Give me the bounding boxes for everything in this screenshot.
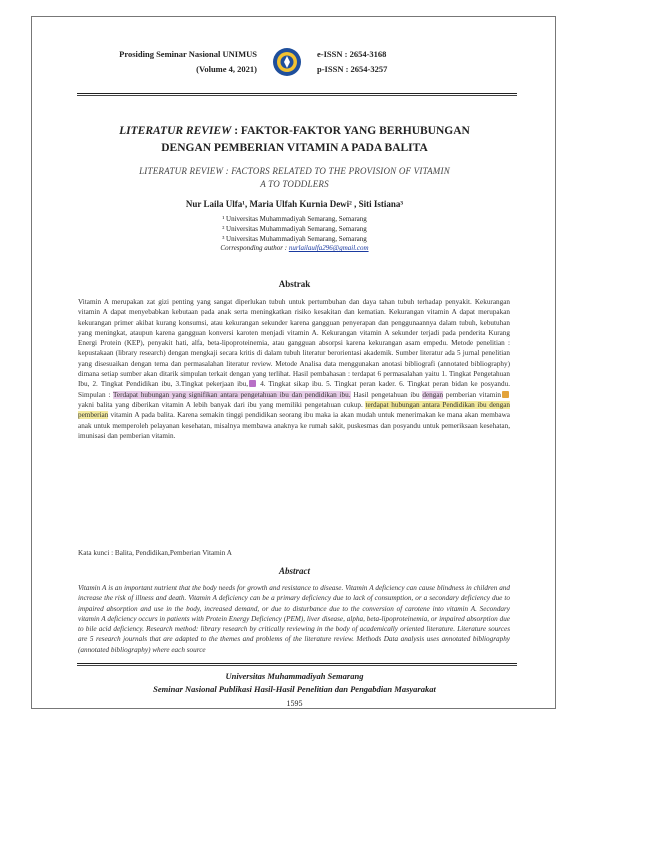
title-line-2: DENGAN PEMBERIAN VITAMIN A PADA BALITA <box>161 142 428 154</box>
footer-university: Universitas Muhammadiyah Semarang <box>225 671 364 681</box>
abstrak-text-1: Vitamin A merupakan zat gizi penting yang sangat diperlukan tubuh untuk pertumbuhan dan daya tahan tubuh terhadap penyakit. Kekurangan vitamin A dapat menyebabkan kebutaan pada anak serta meningkatkan risiko kesakitan dan kematian. Kekurangan vitamin A dapat merupakan kekurangan primer akibat kurang konsumsi, atau kekurangan sekunder karena gangguan penyerapan dan penggunaannya dalam tubuh, kebutuhan yang meningkat, ataupun karena gangguan konversi karoten menjadi vitamin A. Kekurangan vitamin A sekunder terjadi pada penderita Kurang Energi Protein (KEP), penyakit hati, alfa, beta-lipoproteinemia, atau gangguan absorpsi karena kekurangan asam empedu. Metode penelitian : kepustakaan (library research) dengan mengkaji secara kritis di dalam tubuh literatur berorientasi akademik. Sumber literatur ada 5 jurnal penelitian yang disesuaikan dengan tema dan permasalahan literatur review. Metode Analisa data menggunakan anotasi bibliografi (annotated bibliography) dimana setiap sumber akan ditarik simpulan terkait dengan yang terlihat. Hasil pembahasan : terdapat 6 permasalahan yaitu 1. Tingkat Pengetahuan Ibu, 2. Tingkat Pendidikan ibu, 3.Tingkat pekerjaan ibu, <box>78 298 510 389</box>
english-title-line-2: A TO TODDLERS <box>260 179 329 189</box>
abstrak-heading: Abstrak <box>278 279 311 289</box>
affiliation-1: ¹ Universitas Muhammadiyah Semarang, Semarang <box>222 215 367 223</box>
abstrak-text-1b: 4. Tingkat sikap ibu. 5. Tingkat peran kader. 6. Tingkat peran bidan ke posyandu. Simpulan : <box>78 380 510 399</box>
header-left <box>119 47 257 77</box>
english-title <box>92 165 497 191</box>
english-title-line-1: LITERATUR REVIEW : FACTORS RELATED TO THE PROVISION OF VITAMIN <box>139 166 450 176</box>
footer-divider-thin <box>77 665 517 666</box>
author-list: Nur Laila Ulfa¹, Maria Ulfah Kurnia Dewi² , Siti Istiana³ <box>185 199 404 209</box>
highlight-yellow[interactable]: terdapat hubungan antara Pendidikan ibu dengan pemberian <box>78 400 510 420</box>
page-number: 1595 <box>286 699 303 708</box>
abstrak-text-2: Hasil pengetahuan ibu <box>350 390 423 399</box>
volume-label: (Volume 4, 2021) <box>196 64 257 74</box>
title-italic-part: LITERATUR REVIEW <box>119 125 232 137</box>
comment-note-icon[interactable] <box>249 380 256 387</box>
corresponding-email-link[interactable]: nurlailaulfa296@gmail.com <box>288 244 369 252</box>
keywords: Kata kunci : Balita, Pendidikan,Pemberian Vitamin A <box>78 549 232 557</box>
abstrak-text-4: yakni balita yang diberikan vitamin A lebih banyak dari ibu yang memiliki pengetahuan cukup. <box>78 400 366 409</box>
abstract-heading: Abstract <box>278 566 310 576</box>
eissn-label: e-ISSN : 2654-3168 <box>317 49 387 59</box>
highlight-pink-1[interactable]: Terdapat hubungan yang signifikan antara pengetahuan ibu dan pendidikan ibu. <box>113 390 351 399</box>
abstrak-body <box>78 297 510 441</box>
header-divider-thin <box>77 95 517 96</box>
footer-divider <box>77 663 517 664</box>
comment-note-icon-2[interactable] <box>502 391 509 398</box>
abstrak-text-5: vitamin A pada balita. Karena semakin tinggi pendidikan seorang ibu maka ia akan mudah untuk menerimakan ke mana akan membawa anak untuk memperoleh pelayanan kesehatan, misalnya membawa anaknya ke rumah sakit, puskesmas dan posyandu untuk pemeriksaan kesehatan, imunisasi dan pemberian vitamin. <box>78 411 510 440</box>
abstrak-text-3: pemberian vitamin <box>443 390 501 399</box>
header-right <box>317 47 387 77</box>
highlight-pink-2[interactable]: dengan <box>422 390 444 399</box>
corresponding-author <box>92 244 497 252</box>
unimus-logo-icon <box>272 47 302 77</box>
corresponding-label: Corresponding author : <box>220 244 289 252</box>
pissn-label: p-ISSN : 2654-3257 <box>317 64 388 74</box>
page-header <box>32 47 556 87</box>
affiliation-3: ³ Universitas Muhammadiyah Semarang, Semarang <box>222 235 367 243</box>
header-divider <box>77 93 517 94</box>
document-page <box>31 16 556 709</box>
proceeding-name: Prosiding Seminar Nasional UNIMUS <box>119 49 257 59</box>
title-line-1 <box>92 123 497 140</box>
paper-title <box>92 123 497 157</box>
title-rest: : FAKTOR-FAKTOR YANG BERHUBUNGAN <box>231 125 470 137</box>
abstract-body: Vitamin A is an important nutrient that the body needs for growth and resistance to disease. Vitamin A deficiency can cause blindness in children and increase the risk of illness and death. Vitamin A deficiency can be a primary deficiency due to lack of consumption, or a secondary deficiency due to impaired absorption and use in the body, increased demand, or due to disturbance due to the conversion of carotene into vitamin A. Secondary vitamin A deficiency occurs in patients with Protein Energy Deficiency (PEM), liver disease, alpha, beta-lipoproteinemia, or impaired absorption due to bile acid deficiency. Research method: library research by critically reviewing in the body of academically oriented literature. Literature sources are 5 research journals that are adapted to the themes and problems of the literature review. Methods Data analysis uses annotated bibliography (annotated bibliography) where each source <box>78 584 510 654</box>
affiliation-2: ² Universitas Muhammadiyah Semarang, Semarang <box>222 225 367 233</box>
footer-seminar: Seminar Nasional Publikasi Hasil-Hasil Penelitian dan Pengabdian Masyarakat <box>153 684 436 694</box>
